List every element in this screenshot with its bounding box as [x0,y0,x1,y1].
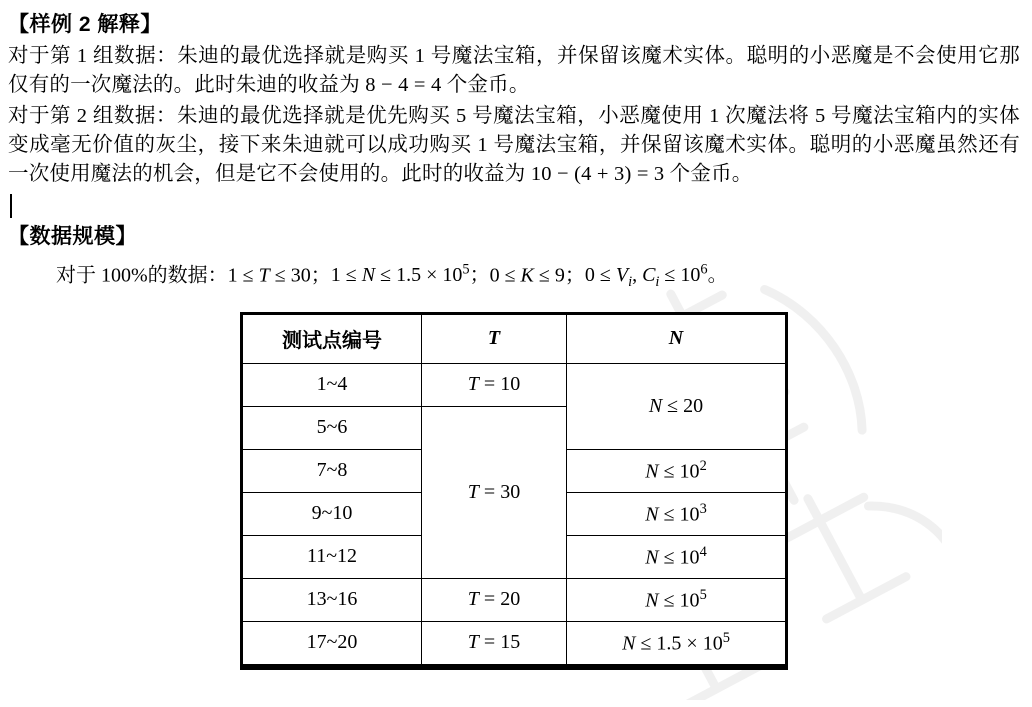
text-cursor[interactable] [8,192,1020,220]
document-content [8,8,1020,670]
cell-t: T = 30 [422,406,567,578]
cell-testcase-id: 1~4 [242,363,422,406]
table-row [242,363,787,406]
cell-n: $N \le 10^5$ [567,578,787,621]
cell-t: T = 20 [422,578,567,621]
cell-n: $N \le 10^2$ [567,449,787,492]
scale-heading: 【数据规模】 [8,224,137,248]
table-header-row [242,313,787,363]
cell-n: N ≤ 20 [567,363,787,449]
table-row [242,621,787,667]
explanation-paragraph-2: 对于第 2 组数据：朱迪的最优选择就是优先购买 5 号魔法宝箱，小恶魔使用 1 次魔法将 5 号魔法宝箱内的实体变成毫无价值的灰尘，接下来朱迪就可以成功购买 1 号魔法宝箱，并保留该魔术实体。聪明的小恶魔虽然还有一次使用魔法的机会，但是它不会使用的。此时的收益为 10 − (4 + 3) = 3 个金币。 [8,105,1020,186]
table-header [242,313,787,363]
constraint-k: 0 ≤ K ≤ 9； [489,264,585,287]
cell-testcase-id: 9~10 [242,492,422,535]
table-header-n: N [567,313,787,363]
scale-constraints-line [8,260,1020,294]
cell-testcase-id: 7~8 [242,449,422,492]
table-header-testcase-id: 测试点编号 [242,313,422,363]
cell-t: T = 15 [422,621,567,667]
constraint-vc: $0 \le V_i$, $C_i \le 10^6$。 [584,261,728,291]
cell-n: $N \le 10^4$ [567,535,787,578]
explanation-paragraph-1: 对于第 1 组数据：朱迪的最优选择就是购买 1 号魔法宝箱，并保留该魔术实体。聪明的小恶魔是不会使用它那仅有的一次魔法的。此时朱迪的收益为 8 − 4 = 4 个金币。 [8,45,1020,97]
data-scale-table [240,312,788,670]
cell-testcase-id: 11~12 [242,535,422,578]
table-body [242,363,787,667]
cell-testcase-id: 13~16 [242,578,422,621]
constraint-t: 1 ≤ T ≤ 30； [227,264,331,287]
scale-text-prefix: 对于 100%的数据： [56,264,228,287]
cell-n: $N \le 1.5 \times 10^5$ [567,621,787,667]
table-row [242,578,787,621]
data-scale-table-wrapper [8,312,1020,670]
cell-testcase-id: 17~20 [242,621,422,667]
explanation-heading: 【样例 2 解释】 [8,13,162,36]
cell-t: T = 10 [422,363,567,406]
cell-n: $N \le 10^3$ [567,492,787,535]
constraint-n: $1 \le N \le 1.5 \times 10^5$； [330,261,490,287]
cell-testcase-id: 5~6 [242,406,422,449]
table-header-t: T [422,313,567,363]
